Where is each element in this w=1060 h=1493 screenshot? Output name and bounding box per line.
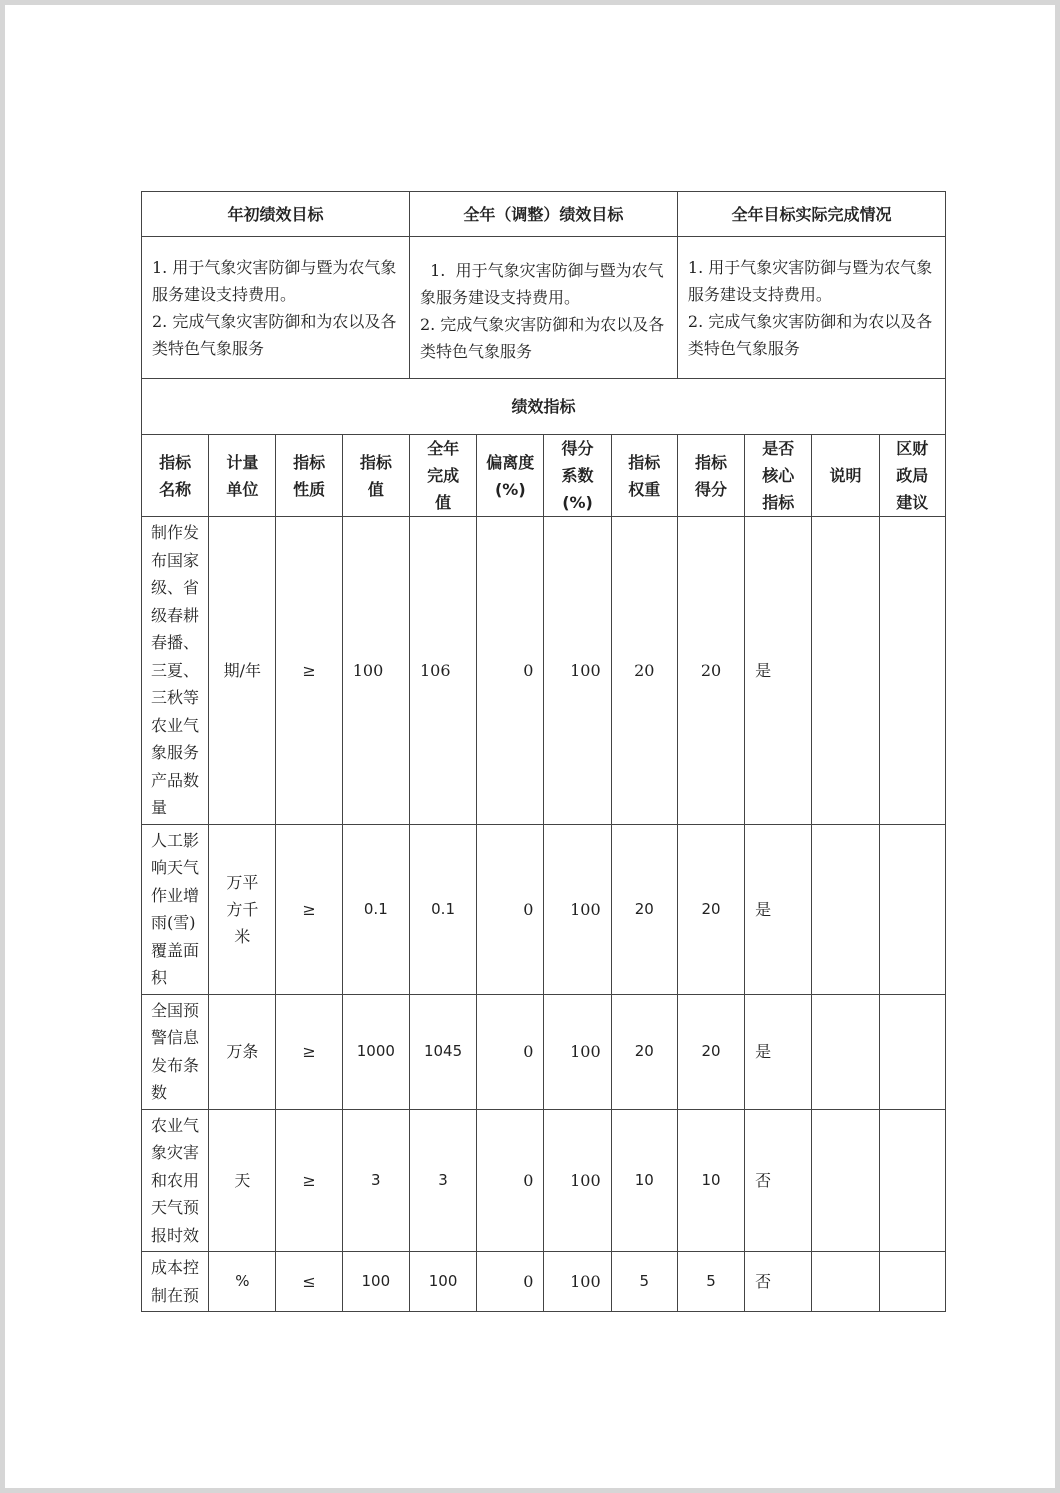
actual-value: 100 (409, 1252, 476, 1312)
weight: 20 (611, 824, 677, 994)
advice (879, 824, 945, 994)
section-title-row (142, 379, 946, 435)
note (812, 1252, 879, 1312)
col-weight: 指标权重 (611, 435, 677, 517)
nature: ≥ (276, 517, 342, 825)
deviation: 0 (477, 994, 544, 1109)
indicator-name: 农业气象灾害和农用天气预报时效 (142, 1109, 209, 1252)
indicator-name: 人工影响天气作业增雨(雪)覆盖面积 (142, 824, 209, 994)
deviation: 0 (477, 1109, 544, 1252)
weight: 10 (611, 1109, 677, 1252)
coefficient: 100 (544, 994, 611, 1109)
note (812, 1109, 879, 1252)
nature: ≥ (276, 994, 342, 1109)
core-indicator: 否 (745, 1252, 812, 1312)
target-value: 0.1 (342, 824, 409, 994)
unit: % (209, 1252, 276, 1312)
deviation: 0 (477, 517, 544, 825)
col-note: 说明 (812, 435, 879, 517)
initial-goal-line-2: 2. 完成气象灾害防御和为农以及各类特色气象服务 (152, 311, 397, 358)
goal-content-row (142, 237, 946, 379)
target-value: 3 (342, 1109, 409, 1252)
actual-goal-cell (677, 237, 945, 379)
score: 20 (677, 517, 744, 825)
indicator-name: 制作发布国家级、省级春耕春播、三夏、三秋等农业气象服务产品数量 (142, 517, 209, 825)
core-indicator: 是 (745, 994, 812, 1109)
coefficient: 100 (544, 1252, 611, 1312)
actual-value: 0.1 (409, 824, 476, 994)
initial-goal-header: 年初绩效目标 (142, 192, 410, 237)
col-target: 指标值 (342, 435, 409, 517)
actual-goal-header: 全年目标实际完成情况 (677, 192, 945, 237)
weight: 20 (611, 517, 677, 825)
deviation: 0 (477, 824, 544, 994)
adjusted-goal-header: 全年（调整）绩效目标 (409, 192, 677, 237)
note (812, 517, 879, 825)
indicator-name: 成本控制在预 (142, 1252, 209, 1312)
col-coefficient: 得分系数(%) (544, 435, 611, 517)
adjusted-goal-cell (409, 237, 677, 379)
adjusted-goal-line-1: 1. 用于气象灾害防御与暨为农气象服务建设支持费用。 (419, 260, 664, 307)
adjusted-goal-line-2: 2. 完成气象灾害防御和为农以及各类特色气象服务 (419, 314, 665, 361)
coefficient: 100 (544, 824, 611, 994)
nature: ≥ (276, 1109, 342, 1252)
target-value: 100 (342, 1252, 409, 1312)
unit: 期/年 (209, 517, 276, 825)
core-indicator: 是 (745, 824, 812, 994)
nature: ≤ (276, 1252, 342, 1312)
nature: ≥ (276, 824, 342, 994)
col-core: 是否核心指标 (745, 435, 812, 517)
advice (879, 1109, 945, 1252)
advice (879, 994, 945, 1109)
advice (879, 517, 945, 825)
document-page (5, 5, 1055, 1488)
core-indicator: 否 (745, 1109, 812, 1252)
table-row (142, 824, 946, 994)
table-row (142, 994, 946, 1109)
col-nature: 指标性质 (276, 435, 342, 517)
col-deviation: 偏离度(%) (477, 435, 544, 517)
table-row (142, 1252, 946, 1312)
score: 5 (677, 1252, 744, 1312)
target-value: 100 (342, 517, 409, 825)
section-title: 绩效指标 (142, 379, 946, 435)
coefficient: 100 (544, 517, 611, 825)
core-indicator: 是 (745, 517, 812, 825)
score: 20 (677, 994, 744, 1109)
note (812, 824, 879, 994)
col-score: 指标得分 (677, 435, 744, 517)
goal-header-row (142, 192, 946, 237)
unit: 万平方千米 (209, 824, 276, 994)
initial-goal-line-1: 1. 用于气象灾害防御与暨为农气象服务建设支持费用。 (152, 257, 397, 304)
indicator-name: 全国预警信息发布条数 (142, 994, 209, 1109)
weight: 20 (611, 994, 677, 1109)
score: 10 (677, 1109, 744, 1252)
coefficient: 100 (544, 1109, 611, 1252)
weight: 5 (611, 1252, 677, 1312)
col-advice: 区财政局建议 (879, 435, 945, 517)
unit: 万条 (209, 994, 276, 1109)
col-unit: 计量单位 (209, 435, 276, 517)
table-row (142, 517, 946, 825)
actual-goal-line-2: 2. 完成气象灾害防御和为农以及各类特色气象服务 (687, 311, 933, 358)
actual-goal-line-1: 1. 用于气象灾害防御与暨为农气象服务建设支持费用。 (687, 257, 933, 304)
column-header-row (142, 435, 946, 517)
actual-value: 3 (409, 1109, 476, 1252)
advice (879, 1252, 945, 1312)
performance-table (141, 191, 946, 1312)
note (812, 994, 879, 1109)
target-value: 1000 (342, 994, 409, 1109)
actual-value: 106 (409, 517, 476, 825)
col-actual: 全年完成值 (409, 435, 476, 517)
col-indicator-name: 指标名称 (142, 435, 209, 517)
initial-goal-cell (142, 237, 410, 379)
deviation: 0 (477, 1252, 544, 1312)
table-row (142, 1109, 946, 1252)
actual-value: 1045 (409, 994, 476, 1109)
unit: 天 (209, 1109, 276, 1252)
score: 20 (677, 824, 744, 994)
